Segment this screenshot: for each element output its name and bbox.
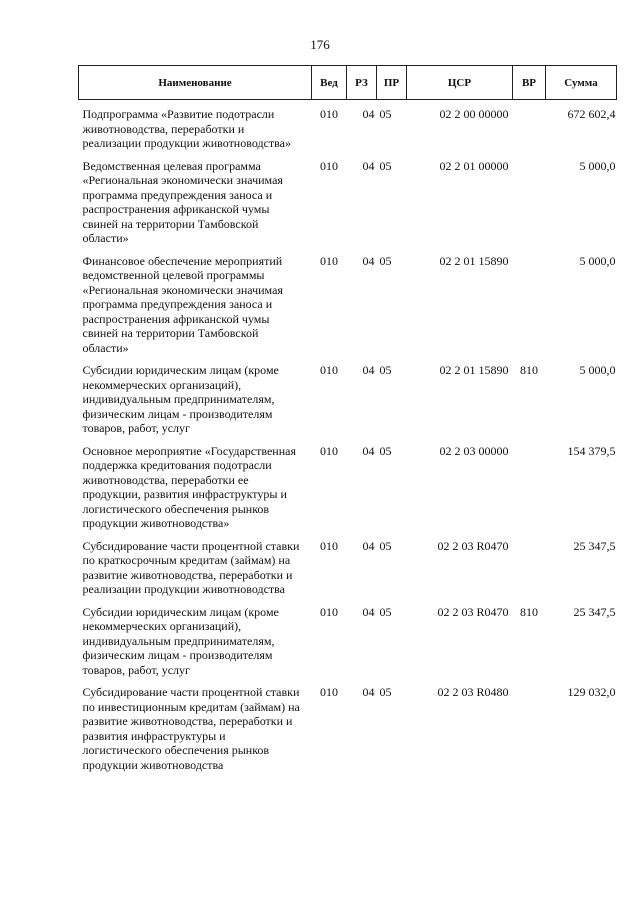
cell-rz: 04 bbox=[362, 443, 375, 458]
cell-sum: 5 000,0 bbox=[579, 253, 616, 268]
cell-vr bbox=[513, 444, 546, 539]
cell-ved: 010 bbox=[320, 685, 338, 699]
header-ved: Вед bbox=[312, 66, 347, 100]
cell-vr bbox=[513, 539, 546, 605]
cell-sum: 154 379,5 bbox=[567, 443, 616, 458]
cell-csr: 02 2 03 R0470 bbox=[437, 538, 509, 553]
table-row bbox=[79, 100, 617, 159]
cell-sum: 25 347,5 bbox=[573, 538, 616, 553]
table-header-row bbox=[79, 66, 617, 100]
cell-ved: 010 bbox=[320, 538, 338, 553]
cell-pr: 05 bbox=[379, 253, 392, 268]
cell-sum: 5 000,0 bbox=[579, 363, 616, 377]
cell-ved: 010 bbox=[320, 253, 338, 268]
cell-csr: 02 2 01 15890 bbox=[439, 363, 509, 377]
cell-pr: 05 bbox=[379, 158, 392, 173]
cell-ved: 010 bbox=[320, 158, 338, 173]
cell-csr: 02 2 00 00000 bbox=[439, 107, 509, 121]
table-row bbox=[79, 254, 617, 364]
table-row bbox=[79, 159, 617, 254]
cell-csr: 02 2 01 00000 bbox=[439, 158, 509, 173]
cell-sum: 25 347,5 bbox=[573, 604, 616, 619]
cell-name: Ведомственная целевая программа «Региональная экономически значимая программа предупреждения заноса и распространения африканской чумы свиней на территории Тамбовской области» bbox=[82, 158, 283, 245]
cell-pr: 05 bbox=[379, 538, 392, 553]
cell-rz: 04 bbox=[362, 538, 375, 553]
table-row bbox=[79, 605, 617, 686]
cell-ved: 010 bbox=[320, 443, 338, 458]
table-row bbox=[79, 685, 617, 780]
header-pr: ПР bbox=[377, 66, 407, 100]
header-name: Наименование bbox=[79, 66, 312, 100]
cell-vr bbox=[513, 100, 546, 159]
cell-vr bbox=[513, 254, 546, 364]
cell-rz: 04 bbox=[362, 685, 375, 699]
cell-sum: 5 000,0 bbox=[579, 158, 616, 173]
cell-name: Субсидирование части процентной ставки по краткосрочным кредитам (займам) на развитие животноводства, переработки и реализации продукции животноводства bbox=[82, 538, 300, 596]
cell-vr bbox=[513, 685, 546, 780]
cell-name: Основное мероприятие «Государственная поддержка кредитования подотрасли животноводства, переработки ее продукции, развития инфраструктуры и логистического обеспечения рынков продукции животноводства» bbox=[82, 443, 296, 530]
cell-pr: 05 bbox=[379, 107, 392, 121]
table-row bbox=[79, 539, 617, 605]
cell-csr: 02 2 03 00000 bbox=[439, 443, 509, 458]
cell-csr: 02 2 03 R0480 bbox=[437, 685, 509, 699]
cell-name: Субсидии юридическим лицам (кроме некоммерческих организаций), индивидуальным предпринимателям, физическим лицам - производителям товаров, работ, услуг bbox=[82, 604, 279, 677]
cell-vr: 810 bbox=[520, 604, 538, 619]
cell-ved: 010 bbox=[320, 107, 338, 121]
cell-pr: 05 bbox=[379, 443, 392, 458]
cell-vr bbox=[513, 159, 546, 254]
cell-pr: 05 bbox=[379, 604, 392, 619]
cell-rz: 04 bbox=[362, 363, 375, 377]
cell-ved: 010 bbox=[320, 604, 338, 619]
cell-sum: 672 602,4 bbox=[567, 107, 616, 121]
cell-vr: 810 bbox=[520, 363, 538, 377]
cell-name: Субсидии юридическим лицам (кроме некоммерческих организаций), индивидуальным предпринимателям, физическим лицам - производителям товаров, работ, услуг bbox=[82, 363, 279, 435]
cell-rz: 04 bbox=[362, 158, 375, 173]
page-number: 176 bbox=[310, 37, 330, 52]
budget-table bbox=[78, 65, 617, 780]
cell-ved: 010 bbox=[320, 363, 338, 377]
cell-name: Финансовое обеспечение мероприятий ведомственной целевой программы «Региональная экономически значимая программа предупреждения заноса и распространения африканской чумы свиней на территории Тамбовской области» bbox=[82, 253, 283, 355]
cell-rz: 04 bbox=[362, 107, 375, 121]
cell-name: Субсидирование части процентной ставки по инвестиционным кредитам (займам) на развитие животноводства, переработки и развития инфраструктуры и логистического обеспечения рынков продукции животноводства bbox=[82, 685, 300, 772]
header-csr: ЦСР bbox=[407, 66, 513, 100]
header-rz: РЗ bbox=[347, 66, 377, 100]
cell-csr: 02 2 01 15890 bbox=[439, 253, 509, 268]
cell-name: Подпрограмма «Развитие подотрасли животноводства, переработки и реализации продукции животноводства» bbox=[82, 107, 291, 150]
cell-sum: 129 032,0 bbox=[567, 685, 616, 699]
header-vr: ВР bbox=[513, 66, 546, 100]
table-row bbox=[79, 444, 617, 539]
cell-pr: 05 bbox=[379, 685, 392, 699]
cell-csr: 02 2 03 R0470 bbox=[437, 604, 509, 619]
cell-pr: 05 bbox=[379, 363, 392, 377]
table-row bbox=[79, 363, 617, 444]
header-sum: Сумма bbox=[546, 66, 617, 100]
cell-rz: 04 bbox=[362, 253, 375, 268]
cell-rz: 04 bbox=[362, 604, 375, 619]
